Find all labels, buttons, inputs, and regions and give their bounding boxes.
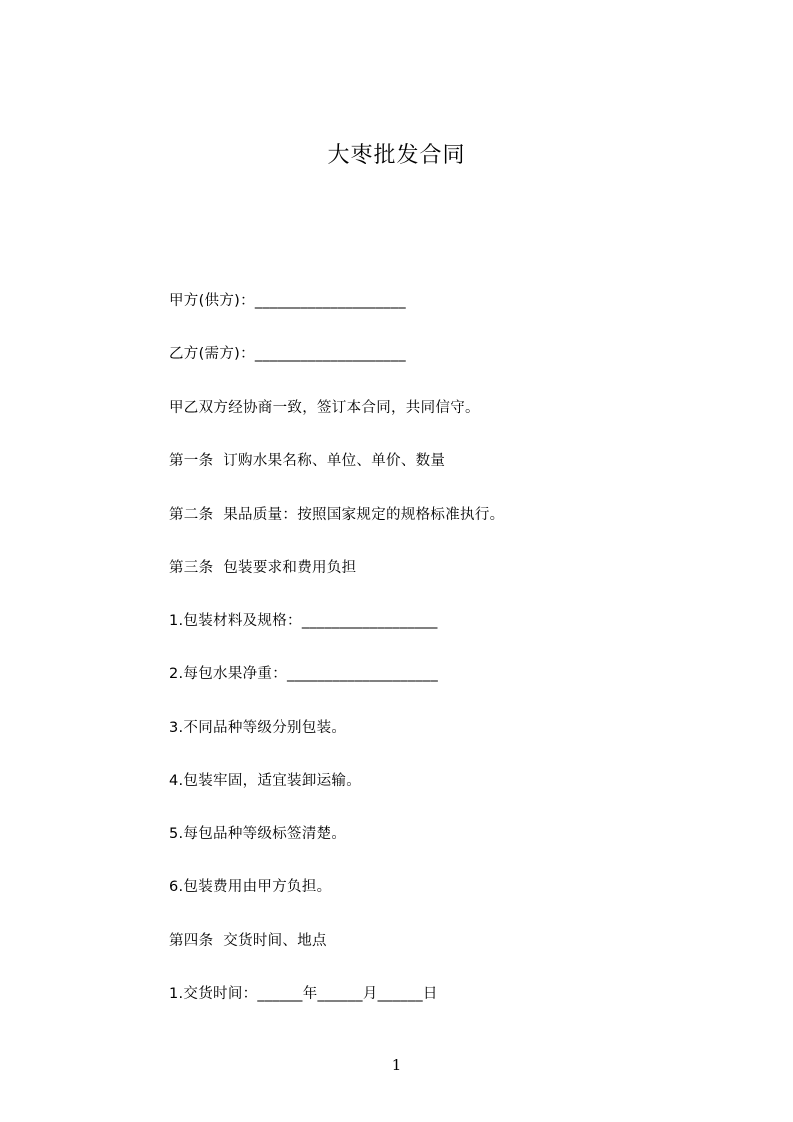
party-b-line: 乙方(需方)：____________________ [169, 346, 406, 362]
article-3-heading: 第三条 包装要求和费用负担 [169, 560, 357, 576]
clause-sturdy-packing: 4.包装牢固，适宜装卸运输。 [169, 773, 362, 789]
clause-delivery-time: 1.交货时间：______年______月______日 [169, 986, 438, 1002]
clause-packaging-material: 1.包装材料及规格：__________________ [169, 613, 438, 629]
clause-packing-cost: 6.包装费用由甲方负担。 [169, 879, 332, 895]
article-4-heading: 第四条 交货时间、地点 [169, 933, 327, 949]
article-2-heading: 第二条 果品质量：按照国家规定的规格标准执行。 [169, 507, 505, 523]
article-1-heading: 第一条 订购水果名称、单位、单价、数量 [169, 453, 446, 469]
clause-labels: 5.每包品种等级标签清楚。 [169, 826, 347, 842]
clause-net-weight: 2.每包水果净重：____________________ [169, 666, 439, 682]
agreement-statement: 甲乙双方经协商一致，签订本合同，共同信守。 [169, 400, 480, 416]
document-title: 大枣批发合同 [327, 143, 466, 168]
page-number: 1 [391, 1056, 402, 1074]
clause-separate-packing: 3.不同品种等级分别包装。 [169, 720, 347, 736]
party-a-line: 甲方(供方)：____________________ [169, 293, 406, 309]
